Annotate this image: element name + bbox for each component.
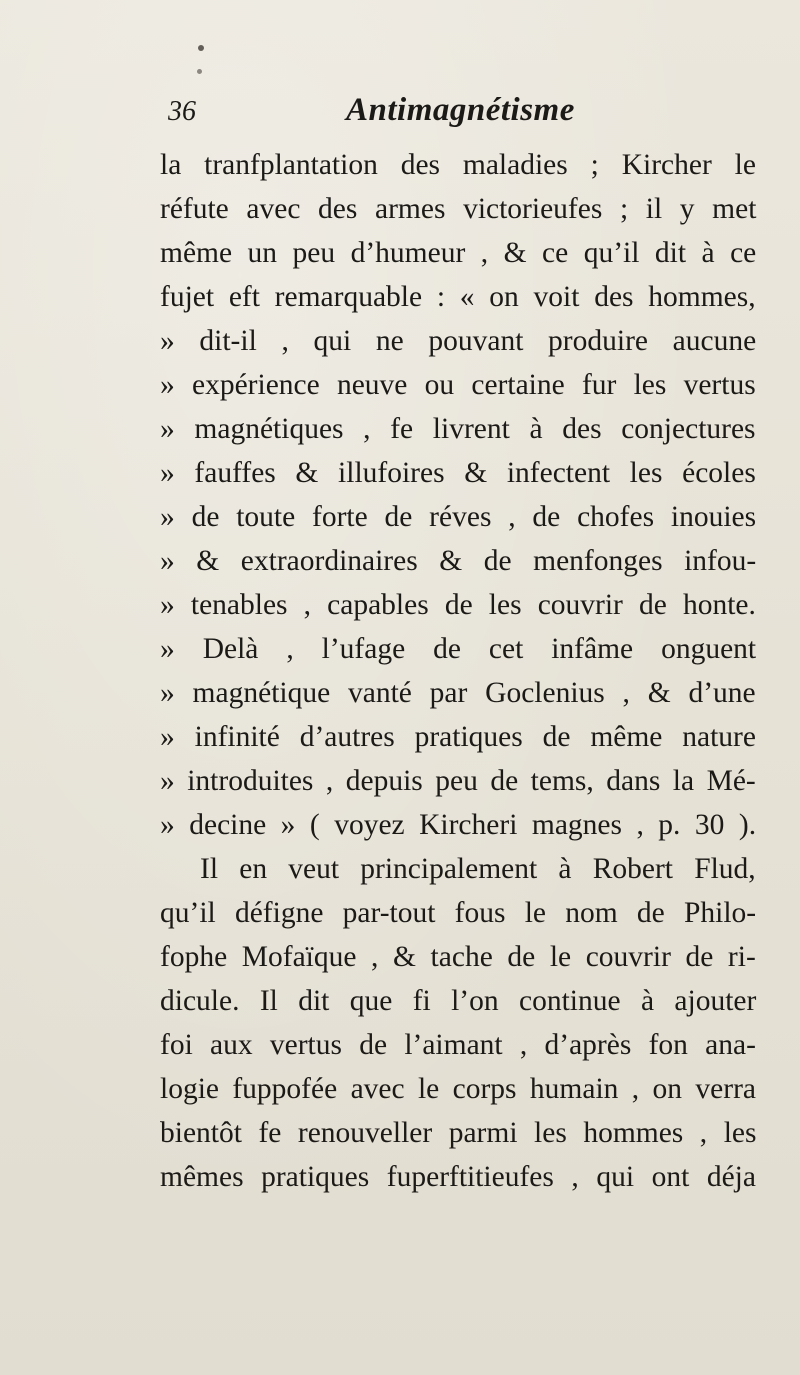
text-line: fophe Mofaïque , & tache de le couvrir de ri- bbox=[160, 941, 756, 973]
text-line: » magnétiques , fe livrent à des conjectures bbox=[160, 413, 756, 445]
text-line: » Delà , l’ufage de cet infâme onguent bbox=[160, 633, 757, 665]
running-title: Antimagnétisme bbox=[346, 92, 575, 128]
text-line: » decine » ( voyez Kircheri magnes , p. 30 ). bbox=[160, 809, 757, 841]
text-line: logie fuppofée avec le corps humain , on verra bbox=[160, 1073, 756, 1105]
text-line: » introduites , depuis peu de tems, dans la Mé- bbox=[160, 765, 756, 797]
text-line: la tranfplantation des maladies ; Kircher le bbox=[160, 149, 756, 181]
page-number: 36 bbox=[168, 96, 196, 127]
text-line: » & extraordinaires & de menfonges infou- bbox=[160, 545, 757, 577]
text-line: » tenables , capables de les couvrir de honte. bbox=[160, 589, 756, 621]
text-line: Il en veut principalement à Robert Flud, bbox=[200, 853, 756, 885]
text-line: » expérience neuve ou certaine fur les vertus bbox=[160, 369, 756, 401]
text-line: même un peu d’humeur , & ce qu’il dit à ce bbox=[160, 237, 757, 269]
text-line: » magnétique vanté par Goclenius , & d’une bbox=[160, 677, 756, 709]
text-line: foi aux vertus de l’aimant , d’après fon ana- bbox=[160, 1029, 756, 1061]
text-line: » infinité d’autres pratiques de même nature bbox=[160, 721, 756, 753]
text-line: bientôt fe renouveller parmi les hommes , les bbox=[160, 1117, 757, 1149]
text-line: » fauffes & illufoires & infectent les écoles bbox=[160, 457, 756, 489]
text-line: réfute avec des armes victorieufes ; il y met bbox=[160, 193, 757, 225]
text-line: » de toute forte de réves , de chofes inouies bbox=[160, 501, 757, 533]
text-line: mêmes pratiques fuperftitieufes , qui ont déja bbox=[160, 1161, 756, 1193]
text-line: » dit-il , qui ne pouvant produire aucune bbox=[160, 325, 757, 357]
page-header bbox=[168, 92, 800, 142]
ink-speck bbox=[197, 69, 202, 74]
ink-speck bbox=[198, 45, 204, 51]
text-line: fujet eft remarquable : « on voit des hommes, bbox=[160, 281, 756, 313]
text-line: qu’il défigne par-tout fous le nom de Philo- bbox=[160, 897, 757, 929]
text-line: dicule. Il dit que fi l’on continue à ajouter bbox=[160, 985, 757, 1017]
